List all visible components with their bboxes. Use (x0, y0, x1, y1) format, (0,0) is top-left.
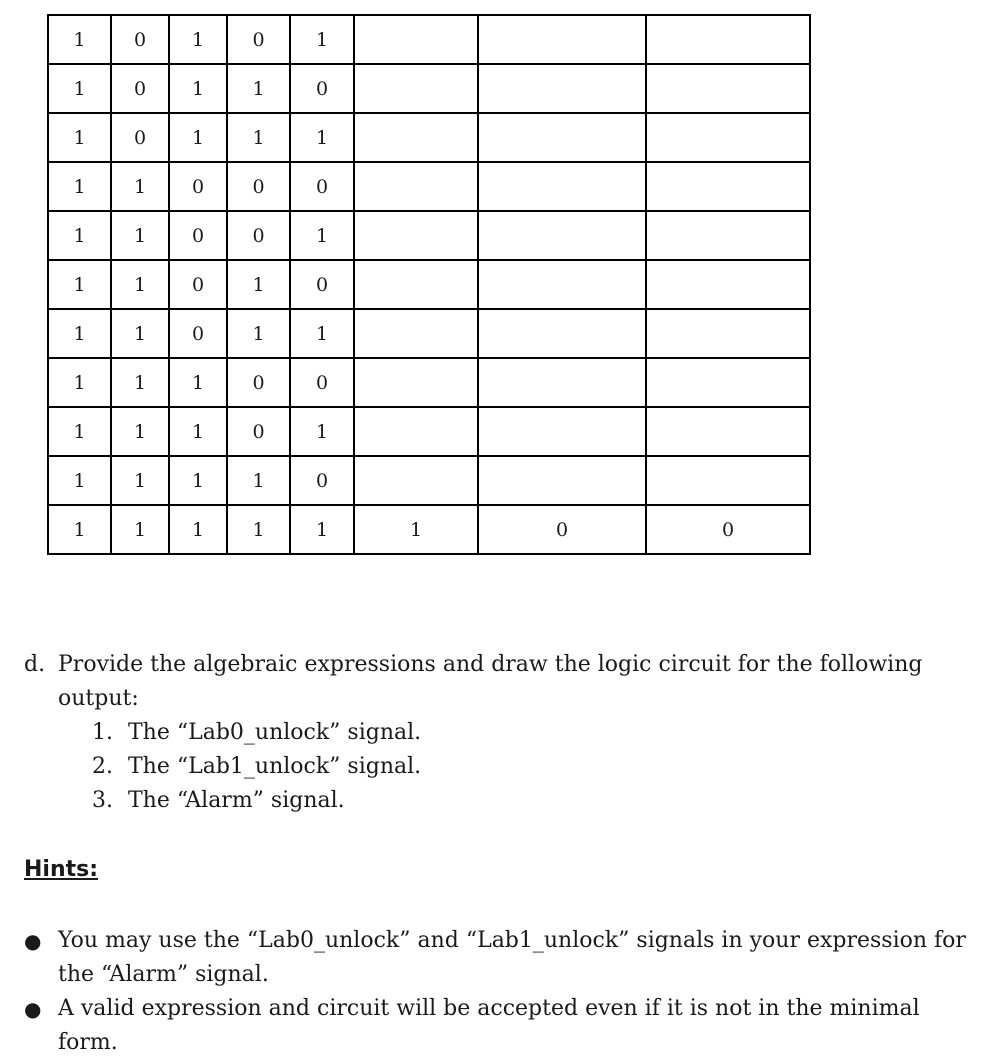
hint-text: A valid expression and circuit will be accepted even if it is not in the minimal form. (58, 996, 920, 1055)
table-cell: 1 (290, 407, 354, 456)
hint-item (24, 924, 984, 992)
table-cell: 0 (290, 456, 354, 505)
table-cell: 1 (48, 456, 111, 505)
table-cell (478, 260, 646, 309)
table-row (48, 211, 810, 260)
table-row (48, 407, 810, 456)
table-cell: 0 (111, 64, 169, 113)
table-cell (354, 162, 478, 211)
table-cell: 1 (169, 407, 227, 456)
table-cell: 0 (169, 309, 227, 358)
table-cell (646, 358, 810, 407)
table-cell (478, 407, 646, 456)
table-cell: 1 (227, 456, 290, 505)
table-cell: 1 (227, 309, 290, 358)
table-cell: 1 (48, 64, 111, 113)
table-cell (478, 162, 646, 211)
part-d-prompt: Provide the algebraic expressions and draw the logic circuit for the following output: (58, 652, 923, 711)
question-part-d (24, 648, 984, 818)
table-row (48, 358, 810, 407)
table-cell: 1 (227, 64, 290, 113)
table-row (48, 162, 810, 211)
table-row (48, 260, 810, 309)
table-cell (478, 113, 646, 162)
table-cell: 1 (48, 358, 111, 407)
table-cell (478, 456, 646, 505)
table-cell: 1 (111, 211, 169, 260)
table-cell: 0 (169, 211, 227, 260)
table-cell: 1 (169, 358, 227, 407)
table-cell: 1 (290, 113, 354, 162)
table-cell: 1 (48, 407, 111, 456)
hints-title: Hints: (24, 857, 99, 882)
part-d-prompt-block (24, 648, 984, 716)
part-d-item-number: 2. (92, 754, 113, 779)
table-cell (478, 211, 646, 260)
table-cell: 1 (111, 309, 169, 358)
table-cell: 1 (111, 358, 169, 407)
table-cell: 1 (111, 162, 169, 211)
table-cell (646, 456, 810, 505)
truth-table-body (48, 15, 810, 554)
table-cell: 0 (227, 211, 290, 260)
table-cell (354, 407, 478, 456)
table-cell (354, 15, 478, 64)
table-cell (354, 113, 478, 162)
table-cell: 1 (169, 113, 227, 162)
table-cell: 1 (227, 113, 290, 162)
table-cell (646, 260, 810, 309)
table-cell (646, 162, 810, 211)
part-d-letter: d. (24, 652, 46, 677)
table-row (48, 456, 810, 505)
table-cell (354, 211, 478, 260)
table-cell: 0 (227, 15, 290, 64)
hint-text: You may use the “Lab0_unlock” and “Lab1_unlock” signals in your expression for the “Alarm” signal. (58, 928, 966, 987)
table-cell (646, 211, 810, 260)
part-d-list (92, 716, 984, 818)
hint-item (24, 992, 984, 1060)
table-cell: 1 (169, 505, 227, 554)
table-cell (646, 113, 810, 162)
table-cell: 1 (111, 456, 169, 505)
table-cell (478, 358, 646, 407)
part-d-item-number: 3. (92, 788, 113, 813)
table-cell: 1 (48, 211, 111, 260)
table-cell (354, 309, 478, 358)
table-cell: 1 (48, 309, 111, 358)
table-cell: 1 (290, 505, 354, 554)
table-cell: 0 (646, 505, 810, 554)
table-cell: 0 (290, 162, 354, 211)
table-cell (478, 309, 646, 358)
table-cell (646, 15, 810, 64)
table-cell: 1 (48, 113, 111, 162)
table-cell: 1 (48, 162, 111, 211)
table-row (48, 505, 810, 554)
table-cell (646, 407, 810, 456)
table-row (48, 113, 810, 162)
table-cell: 1 (111, 407, 169, 456)
table-cell: 0 (478, 505, 646, 554)
table-row (48, 309, 810, 358)
table-cell: 0 (169, 260, 227, 309)
hints-list (24, 924, 984, 1060)
bullet-icon: ● (24, 929, 42, 953)
part-d-item (92, 750, 984, 784)
table-cell: 1 (227, 260, 290, 309)
table-cell: 1 (48, 15, 111, 64)
table-cell: 0 (227, 407, 290, 456)
table-cell: 0 (290, 64, 354, 113)
table-cell: 1 (111, 505, 169, 554)
table-cell: 0 (227, 358, 290, 407)
table-cell: 0 (111, 113, 169, 162)
table-cell: 0 (290, 260, 354, 309)
truth-table (47, 14, 811, 555)
table-row (48, 64, 810, 113)
table-cell (646, 309, 810, 358)
table-cell: 0 (111, 15, 169, 64)
table-cell: 1 (354, 505, 478, 554)
table-cell: 1 (169, 64, 227, 113)
table-cell: 1 (227, 505, 290, 554)
table-cell (354, 358, 478, 407)
table-cell: 1 (48, 260, 111, 309)
table-cell: 0 (227, 162, 290, 211)
table-cell (478, 64, 646, 113)
table-row (48, 15, 810, 64)
part-d-item-text: The “Alarm” signal. (128, 788, 345, 813)
table-cell (478, 15, 646, 64)
table-cell: 1 (290, 211, 354, 260)
table-cell: 1 (169, 15, 227, 64)
part-d-item (92, 784, 984, 818)
table-cell (646, 64, 810, 113)
table-cell: 1 (111, 260, 169, 309)
bullet-icon: ● (24, 997, 42, 1021)
part-d-item-text: The “Lab1_unlock” signal. (128, 754, 422, 779)
table-cell: 1 (290, 15, 354, 64)
part-d-item-text: The “Lab0_unlock” signal. (128, 720, 422, 745)
table-cell: 1 (48, 505, 111, 554)
table-cell: 0 (169, 162, 227, 211)
part-d-item-number: 1. (92, 720, 113, 745)
part-d-item (92, 716, 984, 750)
table-cell: 1 (169, 456, 227, 505)
table-cell: 1 (290, 309, 354, 358)
table-cell (354, 456, 478, 505)
table-cell (354, 260, 478, 309)
table-cell (354, 64, 478, 113)
table-cell: 0 (290, 358, 354, 407)
